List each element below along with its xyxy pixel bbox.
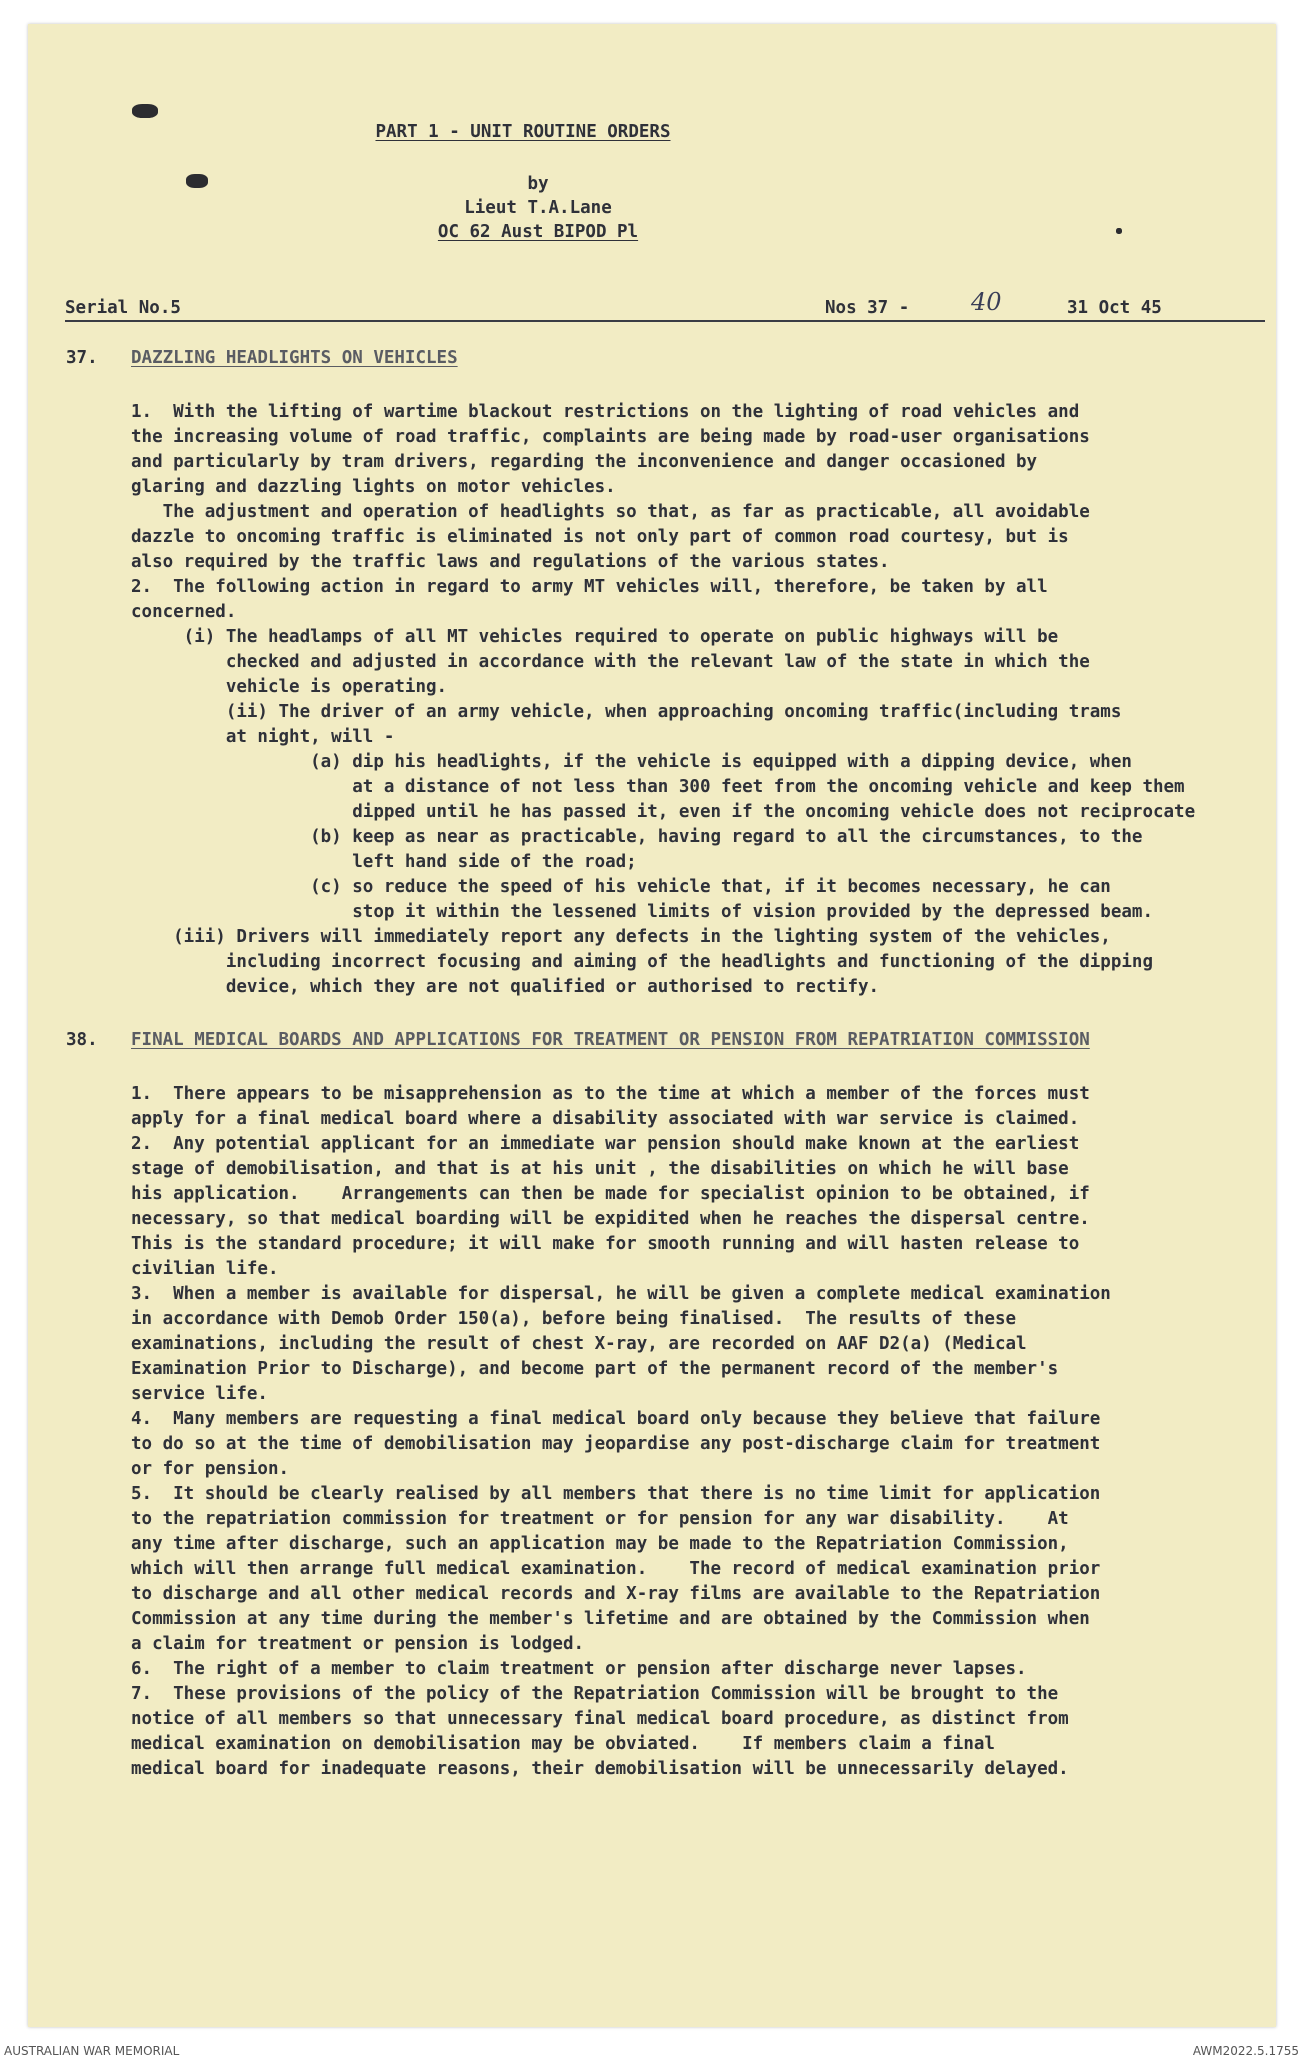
archive-footer [0,2041,1305,2061]
document-page [28,24,1276,2027]
section-37-heading: DAZZLING HEADLIGHTS ON VEHICLES [131,348,458,368]
text-line: 6. The right of a member to claim treatment or pension after discharge never lapses. [131,1659,1027,1679]
text-line: including incorrect focusing and aiming of the headlights and functioning of the dipping [131,952,1153,972]
text-line: Commission at any time during the member's lifetime and are obtained by the Commission when [131,1609,1090,1629]
text-line: (c) so reduce the speed of his vehicle that, if it becomes necessary, he can [131,877,1111,897]
text-line: left hand side of the road; [131,852,637,872]
byline-officer: Lieut T.A.Lane [464,198,612,218]
text-line: 7. These provisions of the policy of the Repatriation Commission will be brought to the [131,1684,1059,1704]
text-line: (b) keep as near as practicable, having regard to all the circumstances, to the [131,827,1143,847]
text-line: 1. With the lifting of wartime blackout restrictions on the lighting of road vehicles and [131,402,1080,422]
header-rule [65,320,1265,322]
text-line: (a) dip his headlights, if the vehicle is equipped with a dipping device, when [131,752,1132,772]
text-line: which will then arrange full medical examination. The record of medical examination prior [131,1559,1101,1579]
text-line: vehicle is operating. [131,677,448,697]
document-title: PART 1 - UNIT ROUTINE ORDERS [375,122,671,142]
text-line: stage of demobilisation, and that is at his unit , the disabilities on which he will base [131,1159,1069,1179]
text-line: 3. When a member is available for dispersal, he will be given a complete medical examination [131,1284,1111,1304]
text-line: a claim for treatment or pension is lodged. [131,1634,585,1654]
text-line: in accordance with Demob Order 150(a), before being finalised. The results of these [131,1309,1017,1329]
text-line: service life. [131,1384,268,1404]
text-line: dazzle to oncoming traffic is eliminated is not only part of common road courtesy, but is [131,527,1069,547]
text-line: 1. There appears to be misapprehension as to the time at which a member of the forces must [131,1084,1090,1104]
order-numbers: Nos 37 - [825,298,910,318]
text-line: 2. Any potential applicant for an immediate war pension should make known at the earliest [131,1134,1080,1154]
text-line: and particularly by tram drivers, regarding the inconvenience and danger occasioned by [131,452,1038,472]
footer-reference: AWM2022.5.1755 [1192,2044,1299,2058]
text-line: (iii) Drivers will immediately report any defects in the lighting system of the vehicles, [131,927,1111,947]
text-line: any time after discharge, such an application may be made to the Repatriation Commission, [131,1534,1069,1554]
text-line: concerned. [131,602,237,622]
text-line: the increasing volume of road traffic, complaints are being made by road-user organisations [131,427,1090,447]
text-line: at night, will - [131,727,395,747]
section-37-number: 37. [66,348,98,368]
text-line: notice of all members so that unnecessary final medical board procedure, as distinct from [131,1709,1069,1729]
byline-unit: OC 62 Aust BIPOD Pl [437,222,639,242]
text-line: to do so at the time of demobilisation may jeopardise any post-discharge claim for treatment [131,1434,1101,1454]
text-line: 2. The following action in regard to army MT vehicles will, therefore, be taken by all [131,577,1048,597]
text-line: The adjustment and operation of headlights so that, as far as practicable, all avoidable [131,502,1090,522]
ink-blot [186,174,208,188]
section-38-number: 38. [66,1030,98,1050]
text-line: necessary, so that medical boarding will be expidited when he reaches the dispersal centre. [131,1209,1090,1229]
text-line: or for pension. [131,1459,290,1479]
text-line: apply for a final medical board where a disability associated with war service is claimed. [131,1109,1080,1129]
ink-blot [1116,228,1122,234]
text-line: This is the standard procedure; it will make for smooth running and will hasten release to [131,1234,1080,1254]
text-line: to discharge and all other medical records and X-ray films are available to the Repatriation [131,1584,1101,1604]
text-line: at a distance of not less than 300 feet from the oncoming vehicle and keep them [131,777,1185,797]
text-line: medical board for inadequate reasons, their demobilisation will be unnecessarily delayed. [131,1759,1069,1779]
text-line: Examination Prior to Discharge), and become part of the permanent record of the member's [131,1359,1059,1379]
text-line: examinations, including the result of chest X-ray, are recorded on AAF D2(a) (Medical [131,1334,1027,1354]
text-line: glaring and dazzling lights on motor vehicles. [131,477,616,497]
serial-number: Serial No.5 [65,298,181,318]
text-line: checked and adjusted in accordance with the relevant law of the state in which the [131,652,1090,672]
text-line: dipped until he has passed it, even if the oncoming vehicle does not reciprocate [131,802,1196,822]
text-line: his application. Arrangements can then be made for specialist opinion to be obtained, if [131,1184,1090,1204]
footer-archive-name: AUSTRALIAN WAR MEMORIAL [4,2044,180,2058]
text-line: (i) The headlamps of all MT vehicles required to operate on public highways will be [131,627,1059,647]
text-line: stop it within the lessened limits of vision provided by the depressed beam. [131,902,1153,922]
text-line: 5. It should be clearly realised by all members that there is no time limit for application [131,1484,1101,1504]
text-line: (ii) The driver of an army vehicle, when approaching oncoming traffic(including trams [131,702,1122,722]
section-38-heading: FINAL MEDICAL BOARDS AND APPLICATIONS FOR TREATMENT OR PENSION FROM REPATRIATION COMMISSION [131,1030,1090,1050]
byline-by: by [527,174,549,194]
text-line: to the repatriation commission for treatment or for pension for any war disability. At [131,1509,1069,1529]
ink-blot [132,104,158,118]
handwritten-number: 40 [971,288,1002,316]
order-date: 31 Oct 45 [1067,298,1162,318]
text-line: also required by the traffic laws and regulations of the various states. [131,552,890,572]
text-line: 4. Many members are requesting a final medical board only because they believe that failure [131,1409,1101,1429]
text-line: medical examination on demobilisation may be obviated. If members claim a final [131,1734,995,1754]
text-line: device, which they are not qualified or authorised to rectify. [131,977,880,997]
text-line: civilian life. [131,1259,279,1279]
